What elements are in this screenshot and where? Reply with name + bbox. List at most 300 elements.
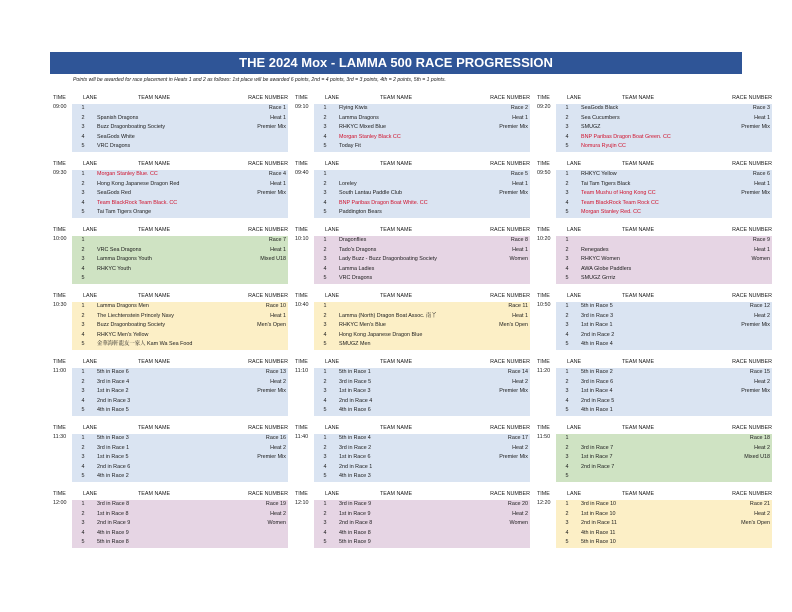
race-header (50, 95, 288, 104)
header-lane: LANE (83, 293, 98, 299)
team-name: 2nd in Race 1 (339, 463, 373, 470)
lane-number: 5 (565, 341, 569, 347)
lane-row (314, 133, 530, 143)
lane-row (72, 142, 288, 152)
race-header (50, 293, 288, 302)
race-number: Race 15 (749, 369, 770, 375)
lane-row (314, 104, 530, 114)
header-team: TEAM NAME (380, 425, 413, 431)
lane-row (314, 265, 530, 275)
page-title: THE 2024 Mox - LAMMA 500 RACE PROGRESSION (50, 52, 742, 74)
race-number: Race 16 (265, 435, 286, 441)
lane-row (556, 114, 772, 124)
header-lane: LANE (83, 425, 98, 431)
lane-list (72, 368, 288, 416)
team-name: Sea Cucumbers (581, 114, 620, 121)
lane-number: 3 (323, 190, 327, 196)
lane-number: 2 (81, 180, 85, 187)
race-number: Premier Mix (741, 124, 770, 130)
race-header (50, 425, 288, 434)
lane-row (314, 189, 530, 199)
team-name: 3rd in Race 3 (581, 312, 614, 319)
race-number: Heat 2 (754, 444, 770, 451)
team-name: RHKYC Men's Yellow (97, 331, 149, 338)
header-lane: LANE (325, 491, 340, 497)
lane-number: 4 (565, 331, 569, 338)
lane-row (556, 170, 772, 180)
race-block (534, 359, 772, 413)
team-name: Flying Kiwis (339, 105, 368, 111)
race-number: Women (509, 520, 528, 526)
race-time: 12:10 (295, 500, 309, 506)
race-time: 10:20 (537, 236, 551, 242)
lane-number: 3 (565, 520, 569, 526)
race-number: Race 3 (752, 105, 770, 111)
lane-number: 1 (323, 435, 327, 441)
team-name: 1st in Race 9 (339, 510, 371, 517)
race-number: Heat 1 (270, 114, 286, 121)
header-race-number: RACE NUMBER (248, 359, 288, 365)
lane-row (556, 236, 772, 246)
lane-row (556, 510, 772, 520)
header-lane: LANE (325, 227, 340, 233)
lane-row (72, 463, 288, 473)
race-block (534, 227, 772, 281)
header-team: TEAM NAME (138, 491, 171, 497)
team-name: RHKYC Youth (97, 265, 131, 272)
header-race-number: RACE NUMBER (248, 227, 288, 233)
lane-number: 5 (81, 209, 85, 215)
lane-row (314, 500, 530, 510)
lane-number: 4 (323, 397, 327, 404)
race-number: Heat 2 (270, 444, 286, 451)
lane-row (72, 387, 288, 397)
lane-number: 1 (323, 501, 327, 507)
header-team: TEAM NAME (622, 425, 655, 431)
header-lane: LANE (567, 491, 582, 497)
race-number: Race 18 (749, 435, 770, 441)
race-time: 11:30 (53, 434, 67, 440)
lane-number: 4 (81, 397, 85, 404)
lane-list (556, 368, 772, 416)
lane-row (556, 274, 772, 284)
race-number: Men's Open (257, 322, 286, 328)
lane-number: 4 (81, 331, 85, 338)
race-header (292, 359, 530, 368)
race-header (534, 161, 772, 170)
lane-row (314, 406, 530, 416)
header-race-number: RACE NUMBER (490, 425, 530, 431)
lane-number: 3 (565, 322, 569, 328)
race-block (534, 425, 772, 479)
team-name: Morgan Stanley Blue. CC (97, 171, 158, 177)
lane-list (556, 302, 772, 350)
lane-row (556, 246, 772, 256)
lane-number: 3 (323, 388, 327, 394)
lane-row (72, 180, 288, 190)
lane-row (556, 472, 772, 482)
team-name: Buzz Dragonboating Society (97, 322, 166, 328)
lane-row (72, 472, 288, 482)
race-number: Heat 1 (754, 114, 770, 121)
lane-number: 4 (81, 529, 85, 536)
race-number: Heat 2 (270, 378, 286, 385)
lane-number: 1 (565, 105, 569, 111)
race-number: Heat 1 (754, 246, 770, 253)
team-name: SeaGods White (97, 133, 135, 140)
lane-row (72, 236, 288, 246)
lane-row (72, 368, 288, 378)
team-name: 3rd in Race 8 (97, 501, 130, 507)
race-time: 09:20 (537, 104, 551, 110)
team-name: 2nd in Race 5 (581, 397, 615, 404)
team-name: 3rd in Race 4 (97, 378, 130, 385)
team-name: 5th in Race 6 (97, 369, 129, 375)
team-name: 4th in Race 2 (97, 473, 129, 479)
team-name: Spanish Dragons (97, 114, 139, 121)
race-number: Premier Mix (499, 454, 528, 460)
race-block (534, 161, 772, 215)
race-time: 10:00 (53, 236, 67, 242)
race-number: Race 14 (507, 369, 528, 375)
race-header (50, 227, 288, 236)
lane-number: 4 (565, 463, 569, 470)
race-number: Heat 2 (512, 378, 528, 385)
team-name: 5th in Race 10 (581, 539, 616, 545)
team-name: Lamma Ladies (339, 265, 375, 272)
header-race-number: RACE NUMBER (490, 161, 530, 167)
lane-number: 2 (323, 444, 327, 451)
lane-list (556, 500, 772, 548)
race-number: Heat 2 (754, 378, 770, 385)
team-name: RHKYC Yellow (581, 171, 617, 177)
lane-row (72, 444, 288, 454)
team-name: 5th in Race 2 (581, 369, 613, 375)
race-block (50, 359, 288, 413)
header-lane: LANE (83, 161, 98, 167)
race-number: Premier Mix (257, 190, 286, 196)
race-number: Race 9 (752, 237, 770, 243)
lane-list (72, 170, 288, 218)
team-name: 1st in Race 6 (339, 454, 371, 460)
lane-row (72, 510, 288, 520)
lane-row (72, 397, 288, 407)
lane-number: 3 (565, 256, 569, 262)
race-time: 10:10 (295, 236, 309, 242)
header-time: TIME (53, 425, 66, 431)
race-number: Race 5 (510, 171, 528, 177)
lane-number: 2 (323, 510, 327, 517)
lane-number: 4 (81, 199, 85, 206)
team-name: Hong Kong Japanese Dragon Blue (339, 331, 423, 338)
header-time: TIME (295, 425, 308, 431)
header-team: TEAM NAME (622, 161, 655, 167)
team-name: SMUGZ Men (339, 341, 371, 347)
race-time: 09:00 (53, 104, 67, 110)
lane-number: 1 (565, 171, 569, 177)
team-name: SeaGods Red (97, 190, 131, 196)
team-name: 1st in Race 1 (581, 322, 613, 328)
team-name: 1st in Race 8 (97, 510, 129, 517)
team-name: 4th in Race 1 (581, 407, 613, 413)
team-name: VRC Dragons (97, 143, 131, 149)
lane-number: 3 (81, 454, 85, 460)
race-block (534, 293, 772, 347)
lane-list (314, 368, 530, 416)
race-number: Women (751, 256, 770, 262)
header-time: TIME (537, 293, 550, 299)
race-number: Premier Mix (741, 322, 770, 328)
lane-row (72, 538, 288, 548)
lane-number: 5 (323, 407, 327, 413)
lane-number: 5 (323, 473, 327, 479)
lane-number: 1 (565, 501, 569, 507)
race-time: 12:20 (537, 500, 551, 506)
team-name: South Lantau Paddle Club (339, 190, 402, 196)
lane-row (556, 387, 772, 397)
lane-row (72, 274, 288, 284)
race-number: Heat 1 (754, 180, 770, 187)
team-name: 3rd in Race 6 (581, 378, 614, 385)
race-number: Premier Mix (257, 388, 286, 394)
team-name: Team BlackRock Team Black. CC (97, 199, 178, 206)
lane-row (314, 236, 530, 246)
race-header (292, 227, 530, 236)
team-name: Lamma (North) Dragon Boat Assoc. 南丫 (339, 312, 437, 319)
header-time: TIME (53, 491, 66, 497)
header-lane: LANE (325, 359, 340, 365)
lane-row (314, 302, 530, 312)
lane-row (314, 142, 530, 152)
lane-row (556, 368, 772, 378)
lane-row (556, 255, 772, 265)
header-lane: LANE (325, 425, 340, 431)
lane-number: 5 (565, 143, 569, 149)
header-lane: LANE (83, 95, 98, 101)
header-time: TIME (53, 227, 66, 233)
lane-number: 1 (81, 237, 85, 243)
header-race-number: RACE NUMBER (732, 491, 772, 497)
lane-row (556, 133, 772, 143)
lane-number: 5 (323, 275, 327, 281)
team-name: RHKYC Women (581, 256, 620, 262)
lane-list (314, 500, 530, 548)
race-block (292, 161, 530, 215)
race-number: Mixed U18 (260, 256, 286, 262)
lane-list (314, 104, 530, 152)
lane-number: 4 (81, 133, 85, 140)
lane-number: 1 (81, 501, 85, 507)
header-race-number: RACE NUMBER (732, 425, 772, 431)
race-number: Race 19 (265, 501, 286, 507)
team-name: 5th in Race 1 (339, 369, 371, 375)
lane-row (72, 246, 288, 256)
race-number: Heat 1 (512, 246, 528, 253)
header-team: TEAM NAME (138, 227, 171, 233)
lane-row (314, 123, 530, 133)
team-name: Loreley (339, 180, 357, 187)
header-lane: LANE (83, 227, 98, 233)
team-name: Lamma Dragons Youth (97, 256, 152, 262)
lane-row (556, 519, 772, 529)
race-time: 09:40 (295, 170, 309, 176)
lane-row (72, 199, 288, 209)
lane-row (314, 368, 530, 378)
lane-row (72, 133, 288, 143)
race-block (292, 95, 530, 149)
lane-row (314, 199, 530, 209)
lane-row (314, 453, 530, 463)
lane-number: 3 (565, 124, 569, 130)
lane-row (72, 529, 288, 539)
lane-row (72, 208, 288, 218)
header-lane: LANE (325, 95, 340, 101)
team-name: Today Fit (339, 143, 361, 149)
team-name: 1st in Race 7 (581, 454, 613, 460)
lane-number: 2 (565, 510, 569, 517)
lane-list (556, 170, 772, 218)
lane-row (556, 529, 772, 539)
team-name: SMUGZ Grrriz (581, 275, 616, 281)
header-time: TIME (53, 161, 66, 167)
header-time: TIME (537, 161, 550, 167)
team-name: 1st in Race 10 (581, 510, 616, 517)
lane-number: 5 (81, 539, 85, 545)
team-name: BNP Paribas Dragon Boat Green. CC (581, 133, 671, 140)
lane-number: 4 (565, 133, 569, 140)
race-header (292, 161, 530, 170)
lane-number: 5 (81, 143, 85, 149)
lane-number: 1 (323, 171, 327, 177)
team-name: Lamma Dragons (339, 114, 379, 121)
team-name: Morgan Stanley Black CC (339, 133, 401, 140)
lane-row (556, 199, 772, 209)
race-header (534, 491, 772, 500)
race-number: Race 2 (510, 105, 528, 111)
team-name: 1st in Race 2 (97, 388, 129, 394)
header-lane: LANE (567, 359, 582, 365)
lane-row (314, 463, 530, 473)
race-time: 10:50 (537, 302, 551, 308)
team-name: Tado's Dragons (339, 246, 377, 253)
lane-row (72, 453, 288, 463)
lane-number: 5 (565, 275, 569, 281)
team-name: Lady Buzz - Buzz Dragonboating Society (339, 256, 437, 262)
race-number: Heat 1 (270, 180, 286, 187)
team-name: 3rd in Race 9 (339, 501, 372, 507)
header-time: TIME (295, 359, 308, 365)
lane-row (314, 246, 530, 256)
race-number: Race 21 (749, 501, 770, 507)
race-number: Heat 2 (754, 312, 770, 319)
header-team: TEAM NAME (138, 161, 171, 167)
lane-number: 1 (81, 105, 85, 111)
team-name: 4th in Race 6 (339, 407, 371, 413)
team-name: 1st in Race 4 (581, 388, 613, 394)
header-team: TEAM NAME (622, 95, 655, 101)
race-number: Race 10 (265, 303, 286, 309)
team-name: Morgan Stanley Red. CC (581, 209, 641, 215)
header-lane: LANE (567, 95, 582, 101)
lane-row (556, 340, 772, 350)
lane-row (72, 123, 288, 133)
race-time: 11:20 (537, 368, 551, 374)
lane-number: 1 (565, 237, 569, 243)
team-name: SMUGZ (581, 124, 601, 130)
team-name: 3rd in Race 10 (581, 501, 617, 507)
lane-number: 2 (81, 510, 85, 517)
lane-number: 5 (81, 275, 85, 281)
lane-number: 3 (323, 124, 327, 130)
lane-row (556, 302, 772, 312)
race-number: Race 12 (749, 303, 770, 309)
header-race-number: RACE NUMBER (248, 293, 288, 299)
race-time: 11:10 (295, 368, 309, 374)
race-time: 09:30 (53, 170, 67, 176)
team-name: Lamma Dragons Men (97, 303, 149, 309)
race-number: Heat 1 (270, 246, 286, 253)
lane-row (556, 142, 772, 152)
lane-number: 4 (81, 463, 85, 470)
header-team: TEAM NAME (138, 293, 171, 299)
race-block (50, 95, 288, 149)
team-name: 3rd in Race 5 (339, 378, 372, 385)
team-name: 4th in Race 3 (339, 473, 371, 479)
race-header (292, 293, 530, 302)
lane-number: 1 (565, 303, 569, 309)
lane-row (72, 321, 288, 331)
race-number: Men's Open (741, 520, 770, 526)
header-time: TIME (537, 425, 550, 431)
race-number: Race 20 (507, 501, 528, 507)
lane-number: 5 (323, 341, 327, 347)
header-lane: LANE (83, 491, 98, 497)
race-block (50, 293, 288, 347)
header-time: TIME (295, 491, 308, 497)
lane-row (556, 444, 772, 454)
lane-number: 1 (323, 105, 327, 111)
lane-row (314, 434, 530, 444)
lane-number: 4 (565, 265, 569, 272)
lane-row (556, 453, 772, 463)
lane-row (314, 519, 530, 529)
race-time: 11:40 (295, 434, 309, 440)
lane-number: 2 (323, 246, 327, 253)
header-lane: LANE (567, 161, 582, 167)
team-name: 2nd in Race 11 (581, 520, 617, 526)
race-block (50, 491, 288, 545)
header-race-number: RACE NUMBER (490, 293, 530, 299)
lane-row (314, 321, 530, 331)
lane-number: 5 (565, 209, 569, 215)
race-header (292, 491, 530, 500)
team-name: 3rd in Race 1 (97, 444, 130, 451)
lane-number: 5 (81, 341, 85, 347)
lane-number: 4 (565, 529, 569, 536)
lane-number: 1 (81, 171, 85, 177)
lane-row (314, 170, 530, 180)
lane-number: 3 (565, 454, 569, 460)
header-team: TEAM NAME (380, 227, 413, 233)
team-name: AWA Globe Paddlers (581, 265, 632, 272)
lane-row (72, 265, 288, 275)
lane-number: 5 (565, 539, 569, 545)
lane-row (72, 114, 288, 124)
team-name: 2nd in Race 2 (581, 331, 615, 338)
lane-list (556, 104, 772, 152)
team-name: Paddington Bears (339, 209, 382, 215)
team-name: 1st in Race 3 (339, 388, 371, 394)
